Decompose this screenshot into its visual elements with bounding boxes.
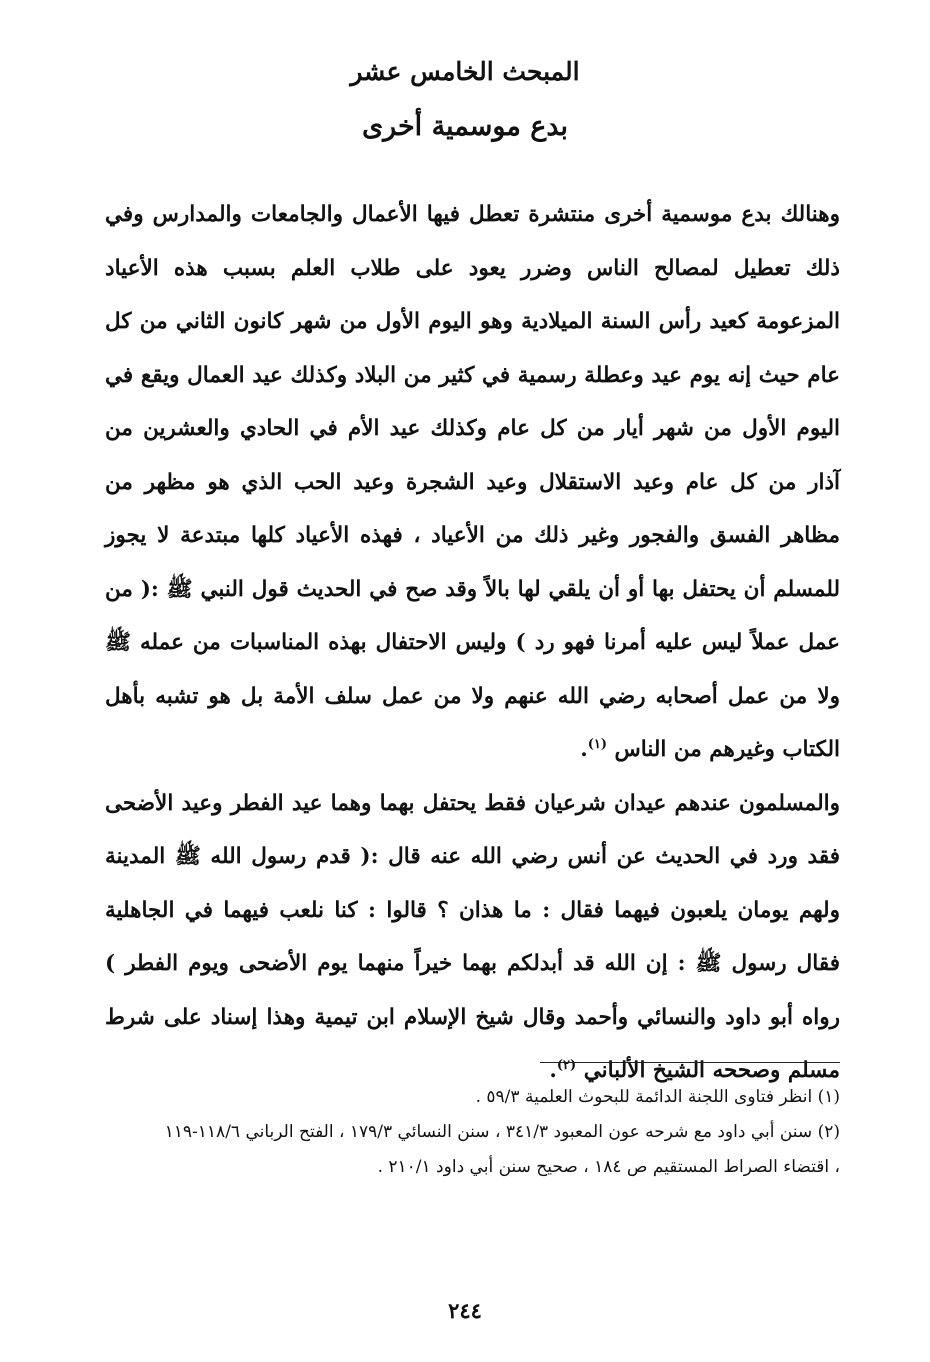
footnote: (١) انظر فتاوى اللجنة الدائمة للبحوث العلمية ٥٩/٣ .: [475, 1087, 840, 1107]
paragraph: وهنالك بدع موسمية أخرى منتشرة تعطل فيها الأعمال والجامعات والمدارس وفي ذلك تعطيل لمصالح الناس وضرر يعود على طلاب العلم بسبب هذه الأعياد المزعومة كعيد رأس السنة الميلادية وهو اليوم الأول من شهر كانون الثاني من كل عام حيث إنه يوم عيد وعطلة رسمية في كثير من البلاد وكذلك عيد العمال ويقع في اليوم الأول من شهر أيار من كل عام وكذلك عيد الأم في الحادي والعشرين من آذار من كل عام وعيد الاستقلال وعيد الشجرة وعيد الحب الذي هو مظهر من مظاهر الفسق والفجور وغير ذلك من الأعياد ، فهذه الأعياد كلها مبتدعة لا يجوز للمسلم أن يحتفل بها أو أن يلقي لها بالاً وقد صح في الحديث قول النبي ﷺ :( من عمل عملاً ليس عليه أمرنا فهو رد ) وليس الاحتفال بهذه المناسبات من عمله ﷺ ولا من عمل أصحابه رضي الله عنهم ولا من عمل سلف الأمة بل هو تشبه بأهل الكتاب وغيرهم من الناس $^{(١)}$.: [105, 202, 840, 762]
footnote-divider: [540, 1062, 840, 1063]
paragraph-text: وهنالك بدع موسمية أخرى منتشرة تعطل فيها الأعمال والجامعات والمدارس وفي ذلك تعطيل لمصالح الناس وضرر يعود على طلاب العلم بسبب هذه الأعياد المزعومة كعيد رأس السنة الميلادية وهو اليوم الأول من شهر كانون الثاني من كل عام حيث إنه يوم عيد وعطلة رسمية في كثير من البلاد وكذلك عيد العمال ويقع في اليوم الأول من شهر أيار من كل عام وكذلك عيد الأم في الحادي والعشرين من آذار من كل عام وعيد الاستقلال وعيد الشجرة وعيد الحب الذي هو مظهر من مظاهر الفسق والفجور وغير ذلك من الأعياد ، فهذه الأعياد كلها مبتدعة لا يجوز للمسلم أن يحتفل بها أو أن يلقي لها بالاً وقد صح في الحديث قول النبي ﷺ :( من عمل عملاً ليس عليه أمرنا فهو رد ) وليس الاحتفال بهذه المناسبات من عمله ﷺ ولا من عمل أصحابه رضي الله عنهم ولا من عمل سلف الأمة بل هو تشبه بأهل الكتاب وغيرهم من الناس: [105, 202, 840, 762]
footnotes: [160, 1080, 840, 1185]
paragraph: والمسلمون عندهم عيدان شرعيان فقط يحتفل بهما وهما عيد الفطر وعيد الأضحى فقد ورد في الحديث عن أنس رضي الله عنه قال :( قدم رسول الله ﷺ المدينة ولهم يومان يلعبون فيهما فقال : ما هذان ؟ قالوا : كنا نلعب فيهما في الجاهلية فقال رسول ﷺ : إن الله قد أبدلكم بهما خيراً منهما يوم الأضحى ويوم الفطر ) رواه أبو داود والنسائي وأحمد وقال شيخ الإسلام ابن تيمية وهذا إسناد على شرط مسلم وصححه الشيخ الألباني $^{(٢)}$.: [105, 790, 840, 1083]
paragraph-text: والمسلمون عندهم عيدان شرعيان فقط يحتفل بهما وهما عيد الفطر وعيد الأضحى فقد ورد في الحديث عن أنس رضي الله عنه قال :( قدم رسول الله ﷺ المدينة ولهم يومان يلعبون فيهما فقال : ما هذان ؟ قالوا : كنا نلعب فيهما في الجاهلية فقال رسول ﷺ : إن الله قد أبدلكم بهما خيراً منهما يوم الأضحى ويوم الفطر ) رواه أبو داود والنسائي وأحمد وقال شيخ الإسلام ابن تيمية وهذا إسناد على شرط مسلم وصححه الشيخ الألباني: [105, 790, 840, 1083]
footnote-reference[interactable]: (١): [587, 736, 608, 752]
chapter-heading: المبحث الخامس عشر: [350, 57, 580, 86]
section-title: بدع موسمية أخرى: [361, 111, 569, 142]
page-number: ٢٤٤: [448, 1298, 482, 1323]
footnote: (٢) سنن أبي داود مع شرحه عون المعبود ٣٤١/٣ ، سنن النسائي ١٧٩/٣ ، الفتح الرباني ١١٨/٦-١١٩ ، اقتضاء الصراط المستقيم ص ١٨٤ ، صحيح سنن أبي داود ٢١٠/١ .: [164, 1122, 840, 1177]
body-text: [105, 188, 840, 1098]
footnote-reference[interactable]: (٢): [556, 1057, 577, 1073]
